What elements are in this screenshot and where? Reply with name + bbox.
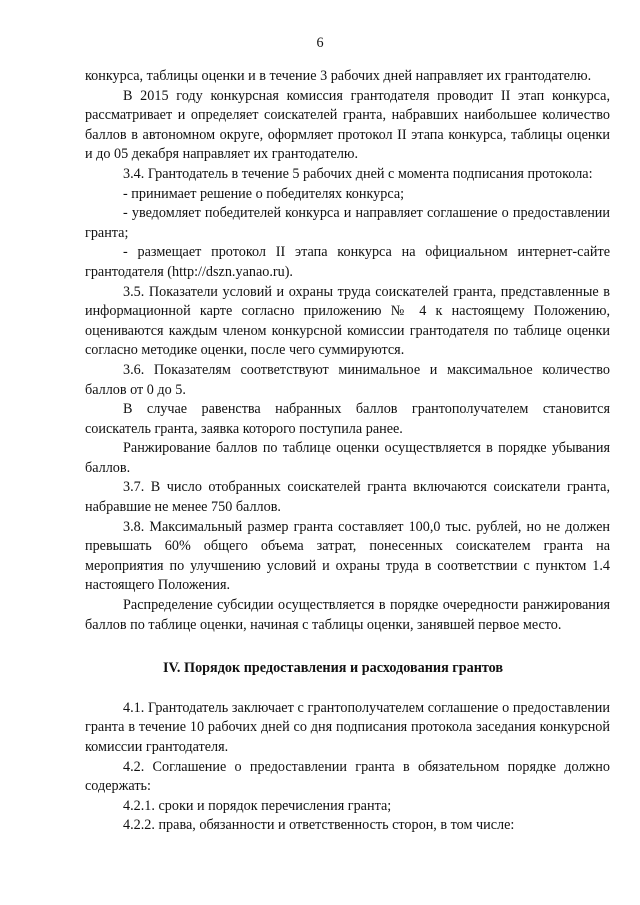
paragraph: В случае равенства набранных баллов грантополучателем становится соискатель гранта, заявка которого поступила ранее. — [85, 401, 610, 437]
list-item: - уведомляет победителей конкурса и направляет соглашение о предоставлении гранта; — [85, 205, 610, 241]
paragraph: 4.2.1. сроки и порядок перечисления гранта; — [123, 797, 392, 814]
paragraph: 3.7. В число отобранных соискателей гранта включаются соискатели гранта, набравшие не менее 750 баллов. — [85, 479, 610, 516]
paragraph: 4.1. Грантодатель заключает с грантополучателем соглашение о предоставлении гранта в течение 10 рабочих дней со дня подписания протокола заседания конкурсной комиссии грантодателя. — [85, 699, 610, 755]
document-body — [85, 67, 610, 836]
list-item: - принимает решение о победителях конкурса; — [123, 185, 405, 202]
paragraph: Распределение субсидии осуществляется в порядке очередности ранжирования баллов по таблице оценки, начиная с таблицы оценки, занявшей первое место. — [85, 597, 610, 633]
paragraph: В 2015 году конкурсная комиссия грантодателя проводит II этап конкурса, рассматривает и определяет соискателей гранта, набравших наибольшее количество баллов в автономном округе, оформляет протокол II этапа конкурса, таблицы оценки и до 05 декабря направляет их грантодателю. — [85, 87, 610, 163]
page-number: 6 — [316, 35, 324, 51]
paragraph: 3.5. Показатели условий и охраны труда соискателей гранта, представленные в информационной карте согласно приложению № 4 к настоящему Положению, оцениваются каждым членом конкурсной комиссии грантодателя по таблице оценки согласно методике оценки, после чего суммируются. — [85, 283, 610, 359]
paragraph: 3.8. Максимальный размер гранта составляет 100,0 тыс. рублей, но не должен превышать 60% общего объема затрат, понесенных соискателем гранта на мероприятия по улучшению условий и охраны труда в соответствии с пунктом 1.4 настоящего Положения. — [85, 518, 610, 594]
paragraph: 4.2. Соглашение о предоставлении гранта в обязательном порядке должно содержать: — [85, 758, 610, 795]
paragraph: конкурса, таблицы оценки и в течение 3 рабочих дней направляет их грантодателю. — [85, 68, 592, 84]
paragraph: 3.6. Показателям соответствуют минимальное и максимальное количество баллов от 0 до 5. — [85, 361, 610, 398]
paragraph: 3.4. Грантодатель в течение 5 рабочих дней с момента подписания протокола: — [123, 165, 593, 182]
list-item: - размещает протокол II этапа конкурса на официальном интернет-сайте грантодателя (http://dszn.yanao.ru). — [85, 244, 610, 280]
paragraph: 4.2.2. права, обязанности и ответственность сторон, в том числе: — [123, 817, 515, 834]
section-heading: IV. Порядок предоставления и расходования грантов — [163, 660, 504, 677]
paragraph: Ранжирование баллов по таблице оценки осуществляется в порядке убывания баллов. — [85, 440, 610, 476]
